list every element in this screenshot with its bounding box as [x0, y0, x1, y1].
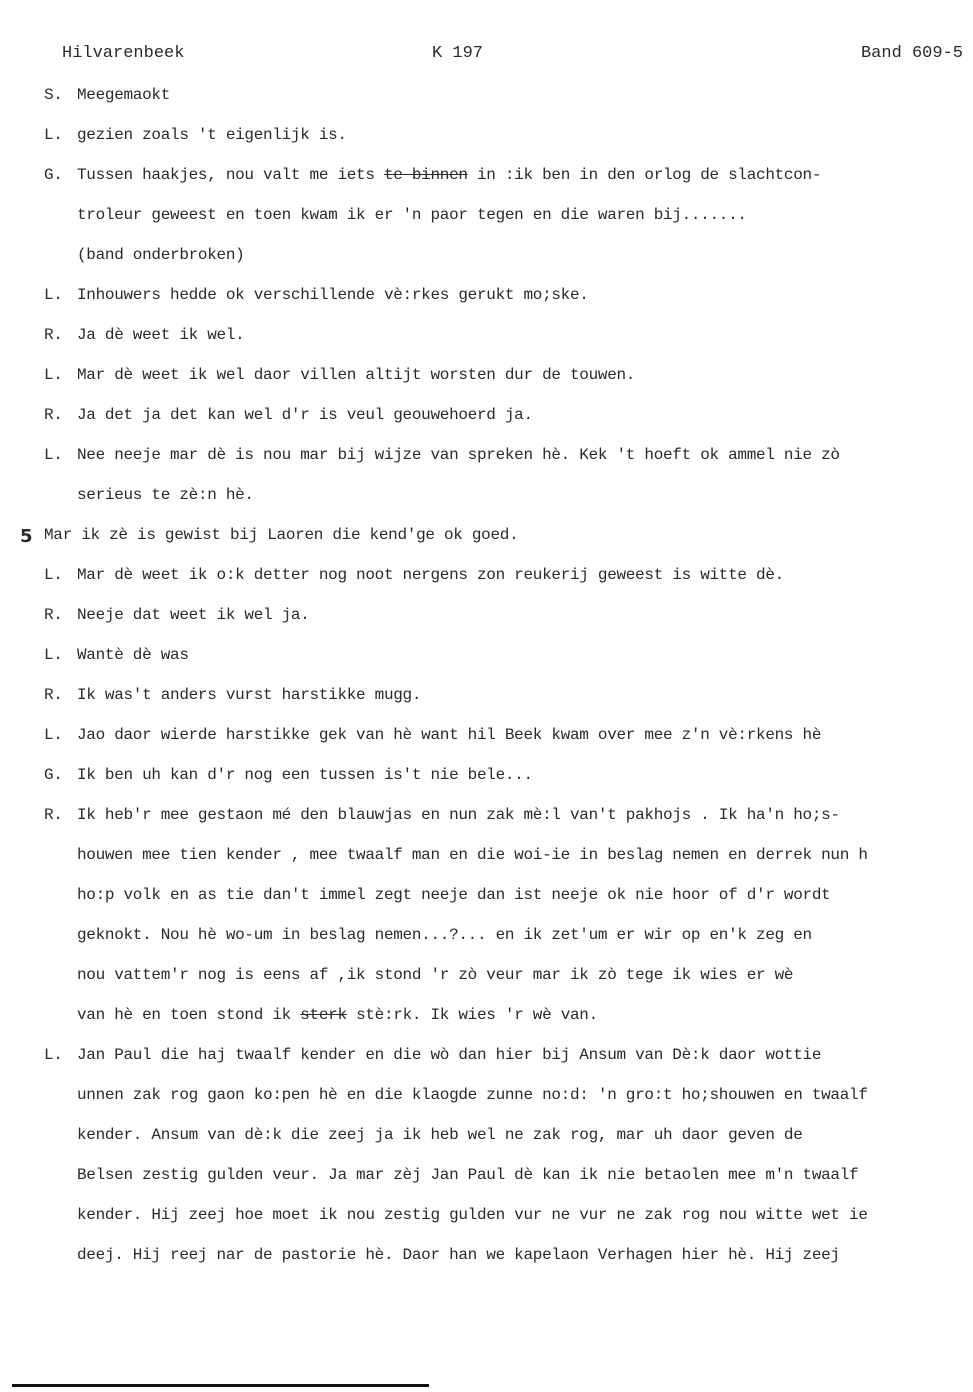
line-text: Ik was't anders vurst harstikke mugg. [77, 686, 422, 704]
speaker-label: L. [44, 1046, 63, 1064]
speaker-label: R. [44, 406, 63, 424]
struck-text: sterk [300, 1006, 347, 1024]
speaker-label: L. [44, 446, 63, 464]
header-location: Hilvarenbeek [62, 44, 185, 63]
footer-rule [12, 1384, 429, 1387]
speaker-label: L. [44, 726, 63, 744]
speaker-label: L. [44, 126, 63, 144]
line-text: Inhouwers hedde ok verschillende vè:rkes gerukt mo;ske. [77, 286, 589, 304]
line-text: Meegemaokt [77, 86, 171, 104]
line-text: Mar ik zè is gewist bij Laoren die kend'ge ok goed. [44, 526, 519, 544]
struck-text: te binnen [383, 166, 468, 184]
line-text: Jan Paul die haj twaalf kender en die wò dan hier bij Ansum van Dè:k daor wottie [77, 1046, 822, 1064]
line-text [77, 166, 821, 184]
line-text: Belsen zestig gulden veur. Ja mar zèj Jan Paul dè kan ik nie betaolen mee m'n twaalf [77, 1166, 859, 1184]
line-text: Wantè dè was [77, 646, 189, 664]
line-text: Jao daor wierde harstikke gek van hè want hil Beek kwam over mee z'n vè:rkens hè [77, 726, 822, 744]
line-text: kender. Ansum van dè:k die zeej ja ik heb wel ne zak rog, mar uh daor geven de [77, 1126, 803, 1144]
line-text [77, 1006, 598, 1024]
speaker-label: L. [44, 566, 63, 584]
speaker-label: L. [44, 286, 63, 304]
line-text: deej. Hij reej nar de pastorie hè. Daor han we kapelaon Verhagen hier hè. Hij zeej [77, 1246, 840, 1264]
line-text: kender. Hij zeej hoe moet ik nou zestig gulden vur ne vur ne zak rog nou witte wet ie [77, 1206, 868, 1224]
line-text: Nee neeje mar dè is nou mar bij wijze van spreken hè. Kek 't hoeft ok ammel nie zò [77, 446, 840, 464]
line-text: nou vattem'r nog is eens af ,ik stond 'r zò veur mar ik zò tege ik wies er wè [77, 966, 794, 984]
line-text: gezien zoals 't eigenlijk is. [77, 126, 347, 144]
line-text: Neeje dat weet ik wel ja. [77, 606, 310, 624]
speaker-label: G. [44, 166, 63, 184]
text-after: stè:rk. Ik wies 'r wè van. [346, 1006, 598, 1024]
speaker-label: R. [44, 326, 63, 344]
speaker-label: R. [44, 806, 63, 824]
line-text: unnen zak rog gaon ko:pen hè en die klaogde zunne no:d: 'n gro:t ho;shouwen en twaalf [77, 1086, 868, 1104]
line-text: Ja dè weet ik wel. [77, 326, 245, 344]
text-after: in :ik ben in den orlog de slachtcon- [467, 166, 822, 184]
speaker-label: L. [44, 366, 63, 384]
margin-mark: 5 [20, 526, 33, 547]
line-text: houwen mee tien kender , mee twaalf man en die woi-ie in beslag nemen en derrek nun h [77, 846, 868, 864]
speaker-label: G. [44, 766, 63, 784]
speaker-label: L. [44, 646, 63, 664]
line-text: serieus te zè:n hè. [77, 486, 254, 504]
line-text: (band onderbroken) [77, 246, 245, 264]
speaker-label: R. [44, 606, 63, 624]
speaker-label: R. [44, 686, 63, 704]
line-text: Mar dè weet ik o:k detter nog noot nergens zon reukerij geweest is witte dè. [77, 566, 784, 584]
text-before: Tussen haakjes, nou valt me iets [77, 166, 384, 184]
line-text: ho:p volk en as tie dan't immel zegt neeje dan ist neeje ok nie hoor of d'r wordt [77, 886, 831, 904]
line-text: Ik heb'r mee gestaon mé den blauwjas en nun zak mè:l van't pakhojs . Ik ha'n ho;s- [77, 806, 840, 824]
line-text: troleur geweest en toen kwam ik er 'n paor tegen en die waren bij....... [77, 206, 747, 224]
line-text: Mar dè weet ik wel daor villen altijt worsten dur de touwen. [77, 366, 636, 384]
line-text: geknokt. Nou hè wo-um in beslag nemen...?... en ik zet'um er wir op en'k zeg en [77, 926, 812, 944]
speaker-label: S. [44, 86, 63, 104]
header-code: K 197 [432, 44, 484, 63]
header-band: Band 609-5 [860, 44, 963, 63]
line-text: Ja det ja det kan wel d'r is veul geouwehoerd ja. [77, 406, 533, 424]
text-before: van hè en toen stond ik [77, 1006, 301, 1024]
line-text: Ik ben uh kan d'r nog een tussen is't nie bele... [77, 766, 533, 784]
